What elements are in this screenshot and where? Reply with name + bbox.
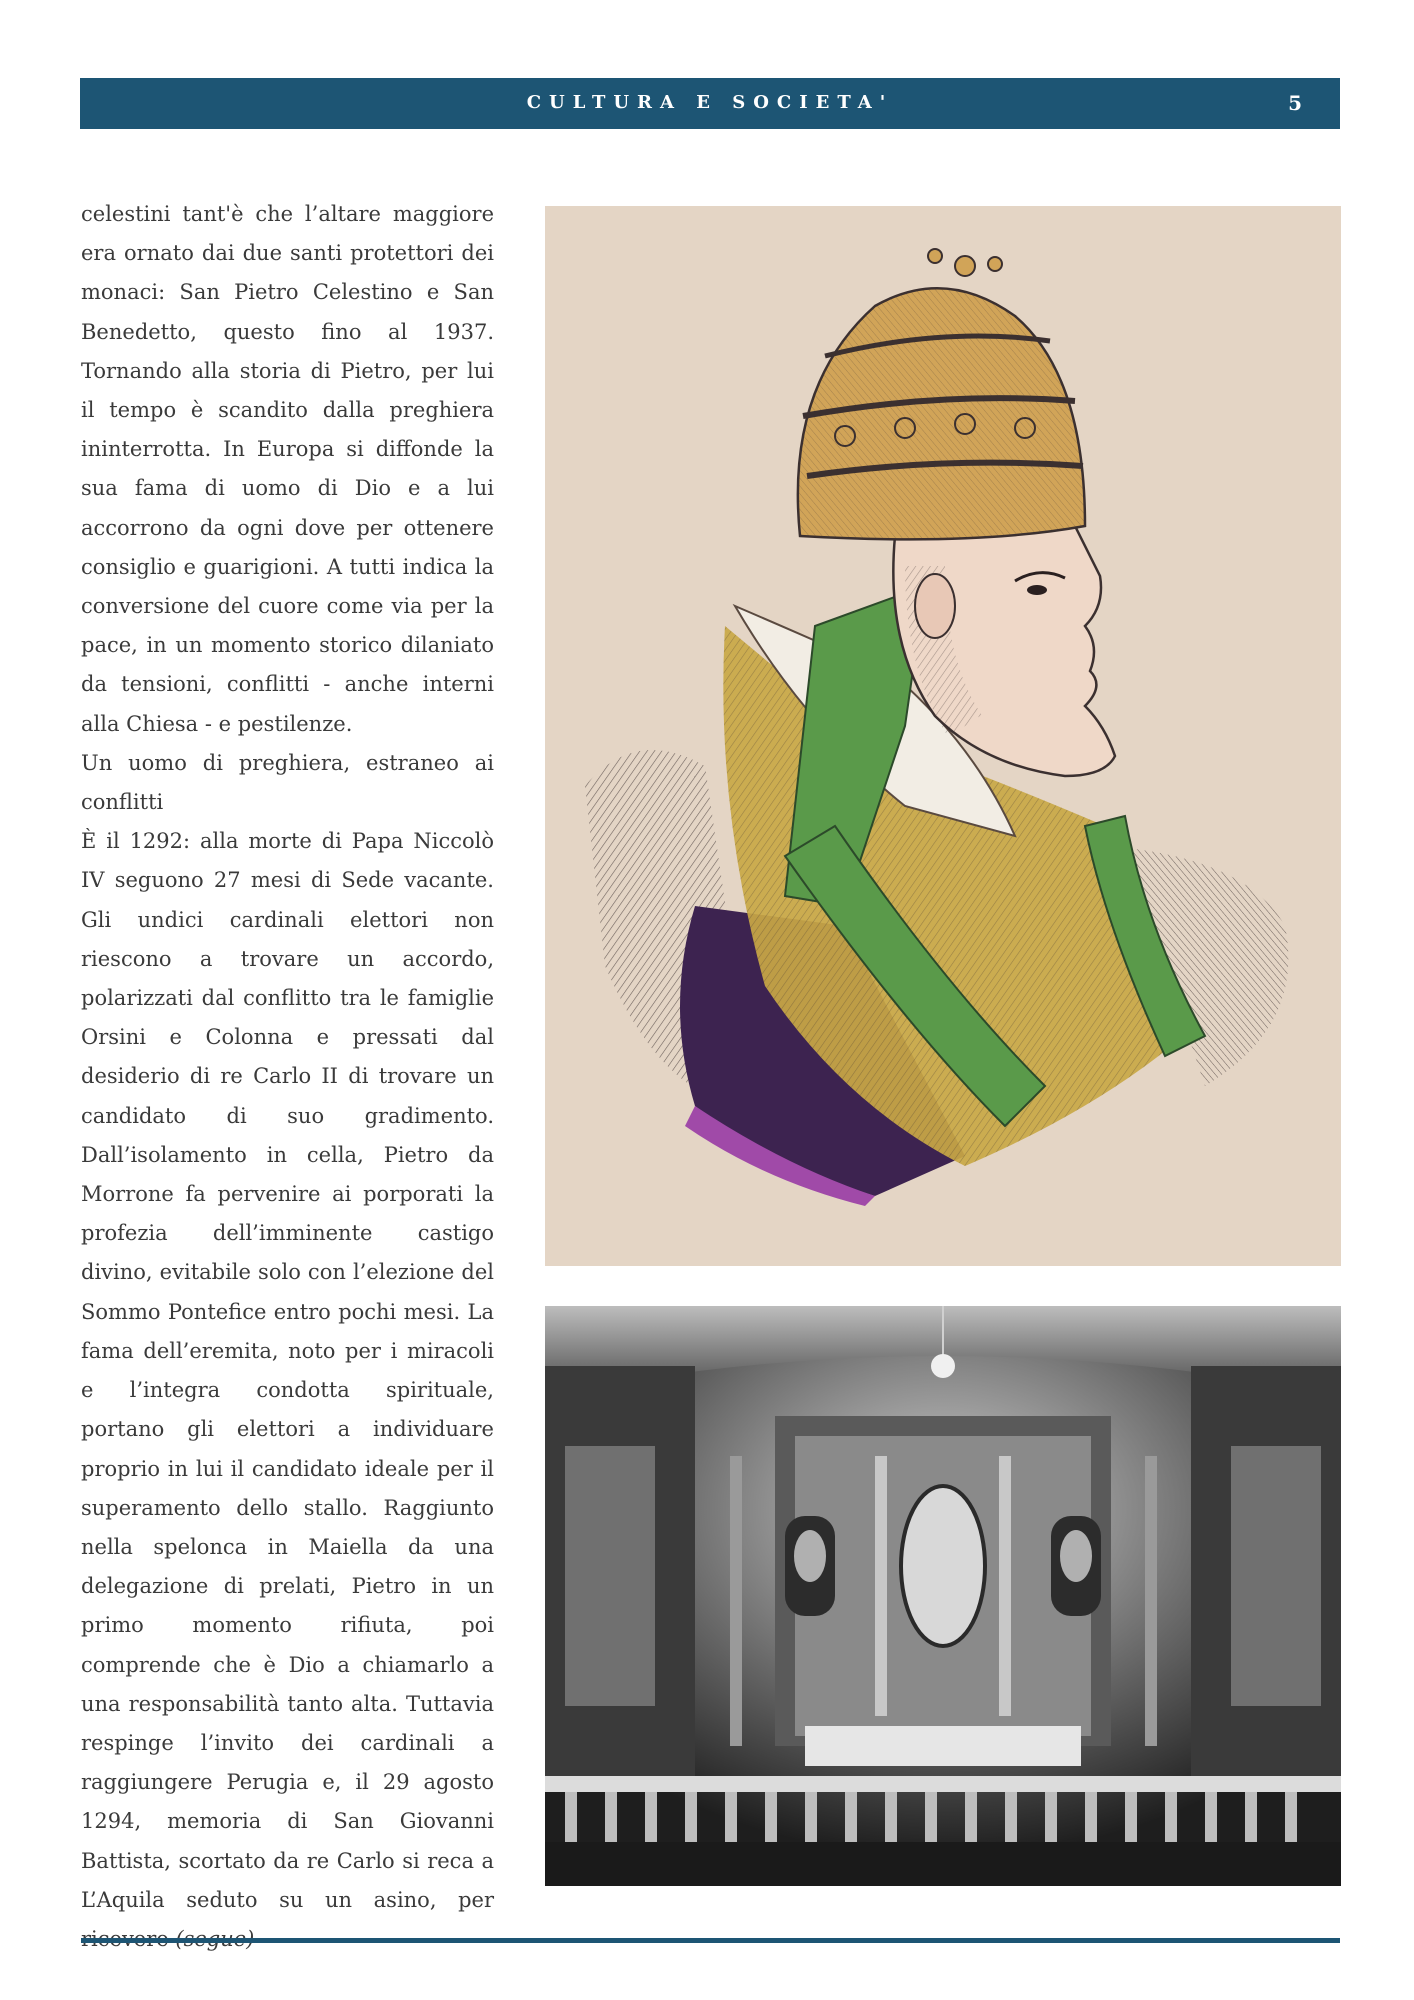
page-number: 5 [1288,91,1302,115]
section-title: CULTURA E SOCIETA' [526,92,894,113]
footer-rule [81,1938,1340,1943]
church-altar-photo [545,1306,1341,1886]
pope-portrait-drawing [545,206,1341,1266]
article-paragraph: celestini tant'è che l’altare maggiore era ornato dai due santi protettori dei monaci: San Pietro Celestino e San Benedetto, questo fino al 1937. Tornando alla storia di Pietro, per lui il tempo è scandito dalla preghiera ininterrotta. In Europa si diffonde la sua fama di uomo di Dio e a lui accorrono da ogni dove per ottenere consiglio e guarigioni. A tutti indica la conversione del cuore come via per la pace, in un momento storico dilaniato da tensioni, conflitti - anche interni alla Chiesa - e pestilenze. [81,202,494,736]
pope-portrait-illustration [545,206,1341,1266]
article-paragraph-text: È il 1292: alla morte di Papa Niccolò IV seguono 27 mesi di Sede vacante. Gli undici cardinali elettori non riescono a trovare un accordo, polarizzati dal conflitto tra le famiglie Orsini e Colonna e pressati dal desiderio di re Carlo II di trovare un candidato di suo gradimento. Dall’isolamento in cella, Pietro da Morrone fa pervenire ai porporati la profezia dell’imminente castigo divino, evitabile solo con l’elezione del Sommo Pontefice entro pochi mesi. La fama dell’eremita, noto per i miracoli e l’integra condotta spirituale, portano gli elettori a individuare proprio in lui il candidato ideale per il superamento dello stallo. Raggiunto nella spelonca in Maiella da una delegazione di prelati, Pietro in un primo momento rifiuta, poi comprende che è Dio a chiamarlo a una responsabilità tanto alta. Tuttavia respinge l’invito dei cardinali a raggiungere Perugia e, il 29 agosto 1294, memoria di San Giovanni Battista, scortato da re Carlo si reca a L’Aquila seduto su un asino, per [81,829,494,1912]
article-column [81,195,494,1959]
article-paragraph-2 [81,822,494,1959]
article-subheading: Un uomo di preghiera, estraneo ai conflitti [81,750,494,815]
church-altar-drawing [545,1306,1341,1886]
section-header-bar [80,78,1340,129]
